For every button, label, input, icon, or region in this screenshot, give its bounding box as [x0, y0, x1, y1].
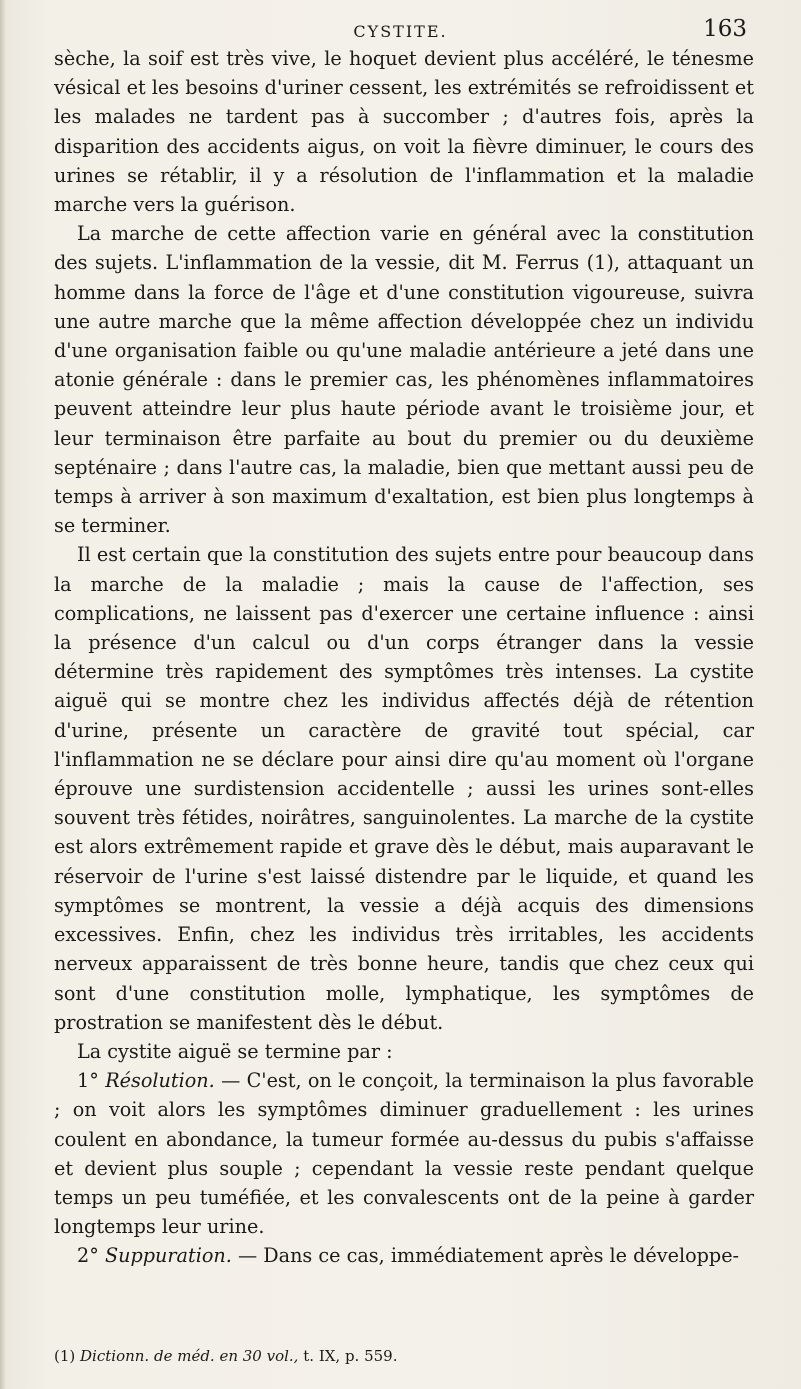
footnote — [54, 1346, 754, 1366]
page-header — [0, 14, 801, 44]
footnote-marker: (1) — [54, 1347, 76, 1365]
footnote-source: Dictionn. de méd. en 30 vol., — [80, 1347, 299, 1365]
item-suppuration — [54, 1241, 754, 1270]
item-number: 1° — [77, 1069, 99, 1093]
footnote-ref: t. IX, p. 559. — [303, 1347, 398, 1365]
paragraph-continuation: sèche, la soif est très vive, le hoquet devient plus accéléré, le ténesme vésical et les besoins d'uriner cessent, les extrémités se refroidissent et les malades ne tardent pas à succomber ; d'autres fois, après la disparition des accidents aigus, on voit la fièvre diminuer, le cours des urines se rétablir, il y a résolution de l'inflammation et la maladie marche vers la guérison. — [54, 47, 754, 217]
body-text — [54, 44, 754, 1271]
running-title: CYSTITE. — [353, 22, 448, 41]
item-text: — C'est, on le conçoit, la terminaison la plus favorable ; on voit alors les symptômes diminuer graduellement : les urines coulent en abondance, la tumeur formée au-dessus du pubis s'affaisse et devient plus souple ; cependant la vessie reste pendant quelque temps un peu tuméfiée, et les convalescents ont de la peine à garder longtemps leur urine. — [54, 1069, 754, 1239]
paragraph-constitution: Il est certain que la constitution des sujets entre pour beaucoup dans la marche de la maladie ; mais la cause de l'affection, ses complications, ne laissent pas d'exercer une certaine influence : ainsi la présence d'un calcul ou d'un corps étranger dans la vessie détermine très rapidement des symptômes très intenses. La cystite aiguë qui se montre chez les individus affectés déjà de rétention d'urine, présente un caractère de gravité tout spécial, car l'inflammation ne se déclare pour ainsi dire qu'au moment où l'organe éprouve une surdistension accidentelle ; aussi les urines sont-elles souvent très fétides, noirâtres, sanguinolentes. La marche de la cystite est alors extrêmement rapide et grave dès le début, mais auparavant le réservoir de l'urine s'est laissé distendre par le liquide, et quand les symptômes se montrent, la vessie a déjà acquis des dimensions excessives. Enfin, chez les individus très irritables, les accidents nerveux apparaissent de très bonne heure, tandis que chez ceux qui sont d'une constitution molle, lymphatique, les symptômes de prostration se manifestent dès le début. — [54, 543, 754, 1034]
item-title: Suppuration. — [104, 1244, 232, 1268]
page-edge-shadow — [0, 0, 6, 1389]
item-number: 2° — [77, 1244, 99, 1268]
paragraph-marche: La marche de cette affection varie en général avec la constitution des sujets. L'inflammation de la vessie, dit M. Ferrus (1), attaquant un homme dans la force de l'âge et d'une constitution vigoureuse, suivra une autre marche que la même affection développée chez un individu d'une organisation faible ou qu'une maladie antérieure a jeté dans une atonie générale : dans le premier cas, les phénomènes inflammatoires peuvent atteindre leur plus haute période avant le troisième jour, et leur terminaison être parfaite au bout du premier ou du deuxième septénaire ; dans l'autre cas, la maladie, bien que mettant aussi peu de temps à arriver à son maximum d'exaltation, est bien plus longtemps à se terminer. — [54, 222, 754, 538]
item-resolution — [54, 1066, 754, 1241]
item-text: — Dans ce cas, immédiatement après le développe- — [237, 1244, 740, 1268]
item-title: Résolution. — [105, 1069, 215, 1093]
paragraph-terminaison-intro: La cystite aiguë se termine par : — [77, 1039, 393, 1063]
page-number: 163 — [703, 16, 747, 42]
